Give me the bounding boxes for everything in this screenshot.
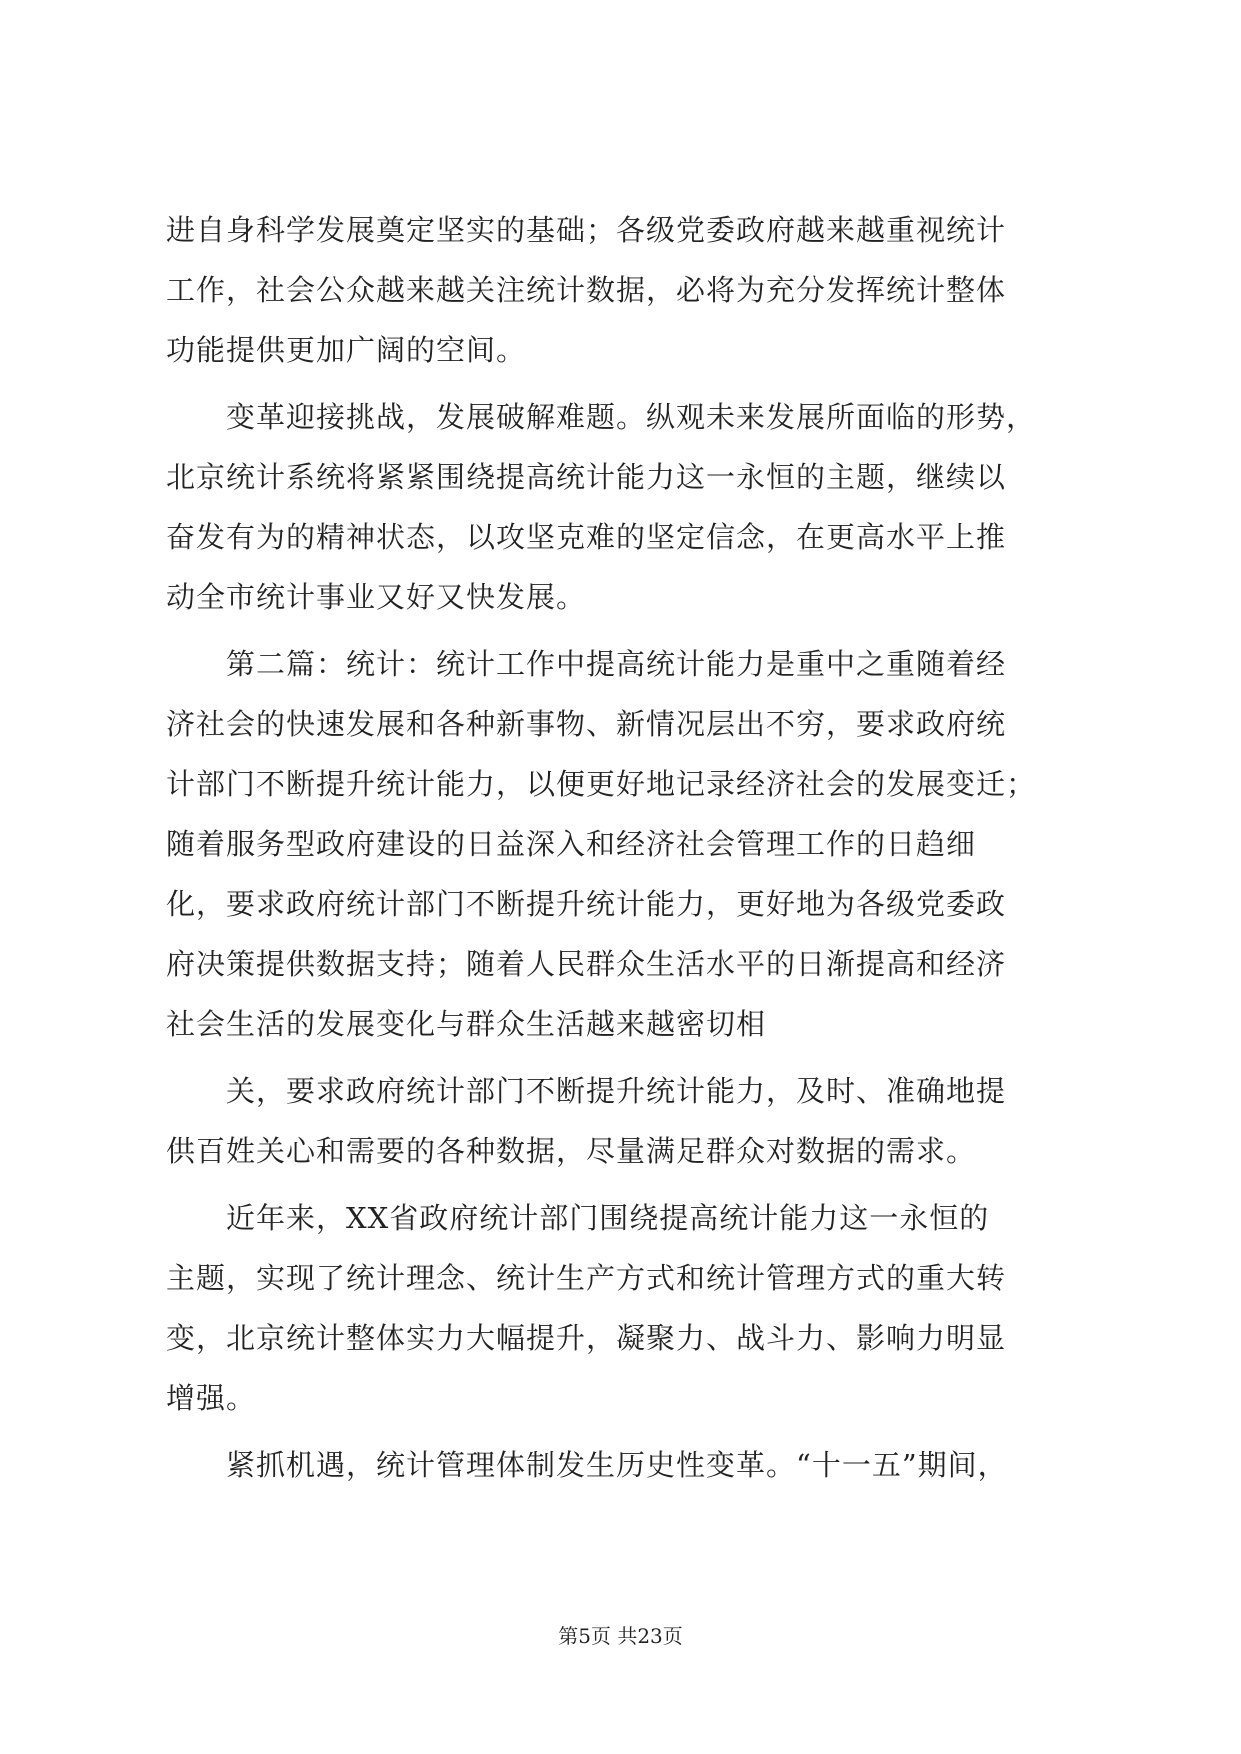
text-line: 功能提供更加广阔的空间。 [166,333,527,367]
body-text [166,200,1084,1495]
text-line: 化，要求政府统计部门不断提升统计能力，更好地为各级党委政 [166,887,1007,921]
text-line: 关，要求政府统计部门不断提升统计能力，及时、准确地提 [166,1074,1007,1108]
text-line: 计部门不断提升统计能力，以便更好地记录经济社会的发展变迁； [166,767,1037,801]
text-line: 社会生活的发展变化与群众生活越来越密切相 [166,1007,767,1041]
text-line: 变革迎接挑战，发展破解难题。纵观未来发展所面临的形势， [166,400,1037,434]
text-line: 动全市统计事业又好又快发展。 [166,580,587,614]
text-line: 进自身科学发展奠定坚实的基础；各级党委政府越来越重视统计 [166,213,1007,247]
text-line: 增强。 [166,1381,257,1415]
text-line: 第二篇：统计：统计工作中提高统计能力是重中之重随着经 [166,647,1007,681]
text-line: 工作，社会公众越来越关注统计数据，必将为充分发挥统计整体 [166,273,1007,307]
text-line: 供百姓关心和需要的各种数据，尽量满足群众对数据的需求。 [166,1134,977,1168]
text-line: 紧抓机遇，统计管理体制发生历史性变革。“十一五”期间， [166,1448,1008,1482]
text-line: 北京统计系统将紧紧围绕提高统计能力这一永恒的主题，继续以 [166,460,1007,494]
text-line: 近年来，XX省政府统计部门围绕提高统计能力这一永恒的 [166,1201,990,1235]
page-number-footer: 第5页 共23页 [558,1624,683,1648]
text-line: 变，北京统计整体实力大幅提升，凝聚力、战斗力、影响力明显 [166,1321,1007,1355]
text-line: 随着服务型政府建设的日益深入和经济社会管理工作的日趋细 [166,827,977,861]
text-line: 奋发有为的精神状态，以攻坚克难的坚定信念，在更高水平上推 [166,520,1007,554]
text-line: 主题，实现了统计理念、统计生产方式和统计管理方式的重大转 [166,1261,1007,1295]
text-line: 府决策提供数据支持；随着人民群众生活水平的日渐提高和经济 [166,947,1007,981]
text-line: 济社会的快速发展和各种新事物、新情况层出不穷，要求政府统 [166,707,1007,741]
